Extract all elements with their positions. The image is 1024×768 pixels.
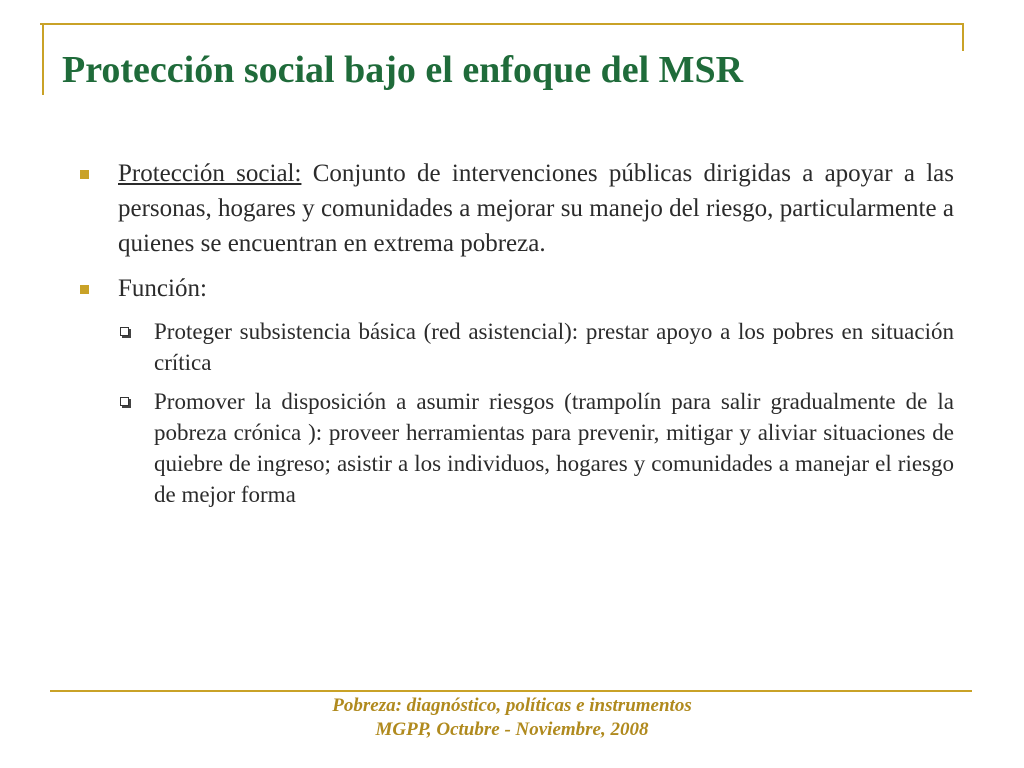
sub-bullet-protect xyxy=(118,316,954,378)
function-label: Función: xyxy=(118,275,207,302)
frame-right-line xyxy=(962,23,964,51)
definition-term: Protección social: xyxy=(118,160,302,187)
checkbox-bullet-icon xyxy=(120,397,129,406)
sub-bullet-promote xyxy=(118,386,954,510)
slide-title: Protección social bajo el enfoque del MSR xyxy=(62,49,744,91)
frame-left-line xyxy=(42,23,44,95)
footer-course-date: MGPP, Octubre - Noviembre, 2008 xyxy=(375,719,649,740)
frame-top-line xyxy=(40,23,964,25)
bullet-definition xyxy=(80,156,954,261)
bullet-function xyxy=(80,271,954,306)
sub-bullet-text: Promover la disposición a asumir riesgos (trampolín para salir gradualmente de la pobreza crónica ): proveer herramientas para prevenir, mitigar y aliviar situaciones de quiebre de ingreso; asistir a los individuos, hogares y comunidades a manejar el riesgo de mejor forma xyxy=(154,389,954,507)
square-bullet-icon xyxy=(80,170,89,179)
footer-divider xyxy=(50,690,972,692)
function-sub-list xyxy=(80,316,954,510)
checkbox-bullet-icon xyxy=(120,327,129,336)
footer-course-title: Pobreza: diagnóstico, políticas e instrumentos xyxy=(332,695,692,716)
slide-footer xyxy=(0,694,1024,742)
square-bullet-icon xyxy=(80,285,89,294)
definition-text: Conjunto de intervenciones públicas dirigidas a apoyar a las personas, hogares y comunidades a mejorar su manejo del riesgo, particularmente a quienes se encuentran en extrema pobreza. xyxy=(118,160,954,257)
sub-bullet-text: Proteger subsistencia básica (red asistencial): prestar apoyo a los pobres en situación crítica xyxy=(154,319,954,375)
slide-content xyxy=(80,156,954,518)
